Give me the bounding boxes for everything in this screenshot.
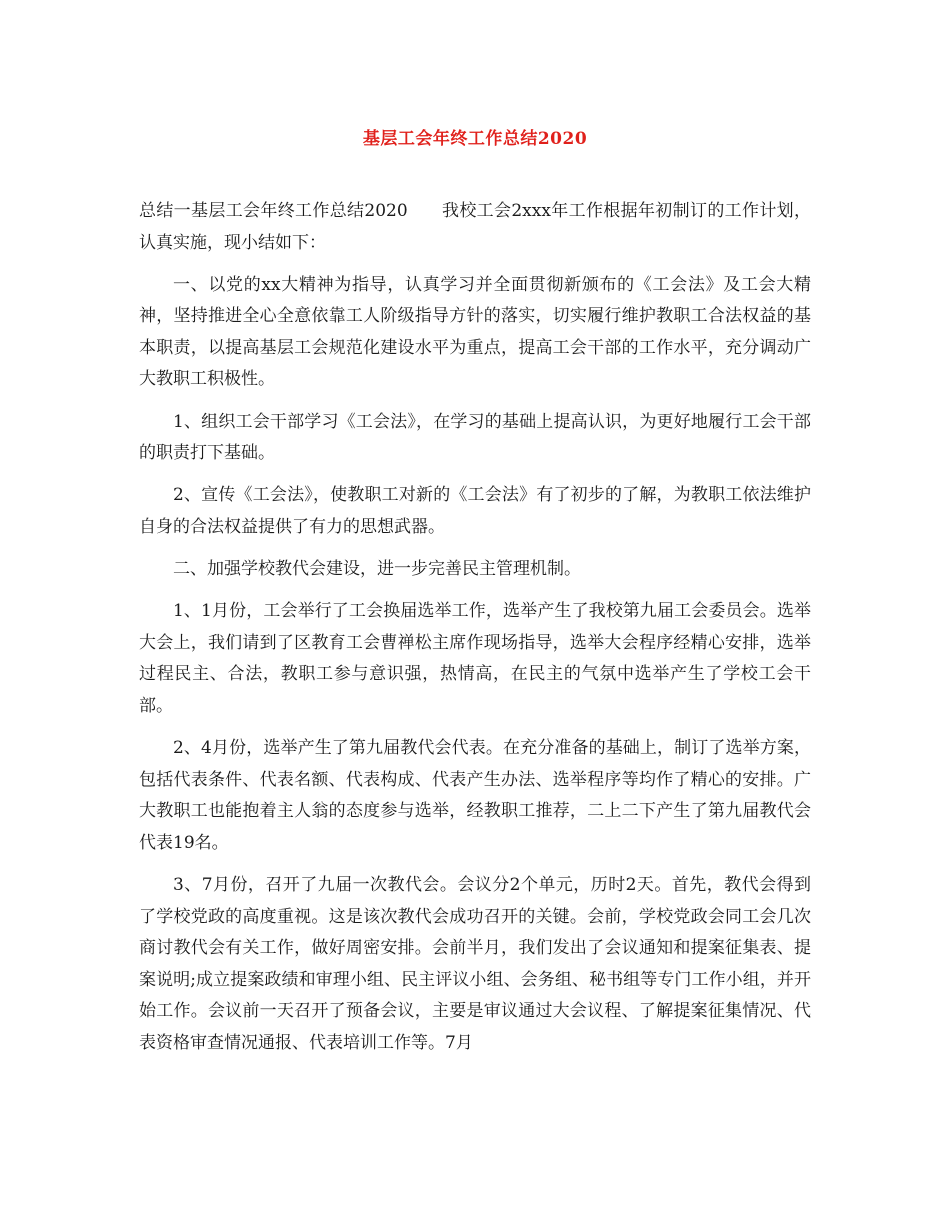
paragraph-section-two: 二、加强学校教代会建设，进一步完善民主管理机制。: [173, 559, 581, 580]
intro-text: 我校工会2xxx年工作根据年初制订的工作计划，认真实施，现小结如下：: [139, 201, 812, 253]
paragraph-item: 1、组织工会干部学习《工会法》，在学习的基础上提高认识，为更好地履行工会干部的职责打下基础。: [139, 411, 811, 464]
paragraph-section-one: 一、以党的xx大精神为指导，认真学习并全面贯彻新颁布的《工会法》及工会大精神，坚持推进全心全意依靠工人阶级指导方针的落实，切实履行维护教职工合法权益的基本职责，以提高基层工会规范化建设水平为重点，提高工会干部的工作水平，充分调动广大教职工积极性。: [139, 274, 811, 390]
intro-heading: 总结一基层工会年终工作总结2020: [139, 201, 408, 221]
paragraph-item: 2、4月份，选举产生了第九届教代会代表。在充分准备的基础上，制订了选举方案，包括代表条件、代表名额、代表构成、代表产生办法、选举程序等均作了精心的安排。广大教职工也能抱着主人翁的态度参与选举，经教职工推荐，二上二下产生了第九届教代会代表19名。: [139, 738, 811, 853]
document-title: 基层工会年终工作总结2020: [362, 129, 588, 149]
document-body: [139, 196, 811, 1070]
intro-paragraph: [139, 196, 811, 259]
paragraph-item: 1、1月份，工会举行了工会换届选举工作，选举产生了我校第九届工会委员会。选举大会上，我们请到了区教育工会曹禅松主席作现场指导，选举大会程序经精心安排，选举过程民主、合法，教职工参与意识强，热情高，在民主的气氛中选举产生了学校工会干部。: [139, 601, 811, 716]
paragraph-item: 2、宣传《工会法》，使教职工对新的《工会法》有了初步的了解，为教职工依法维护自身的合法权益提供了有力的思想武器。: [139, 485, 811, 537]
paragraph-item: 3、7月份，召开了九届一次教代会。会议分2个单元，历时2天。首先，教代会得到了学校党政的高度重视。这是该次教代会成功召开的关键。会前，学校党政会同工会几次商讨教代会有关工作，做好周密安排。会前半月，我们发出了会议通知和提案征集表、提案说明;成立提案政绩和审理小组、民主评议小组、会务组、秘书组等专门工作小组，并开始工作。会议前一天召开了预备会议，主要是审议通过大会议程、了解提案征集情况、代表资格审查情况通报、代表培训工作等。7月: [139, 875, 811, 1053]
